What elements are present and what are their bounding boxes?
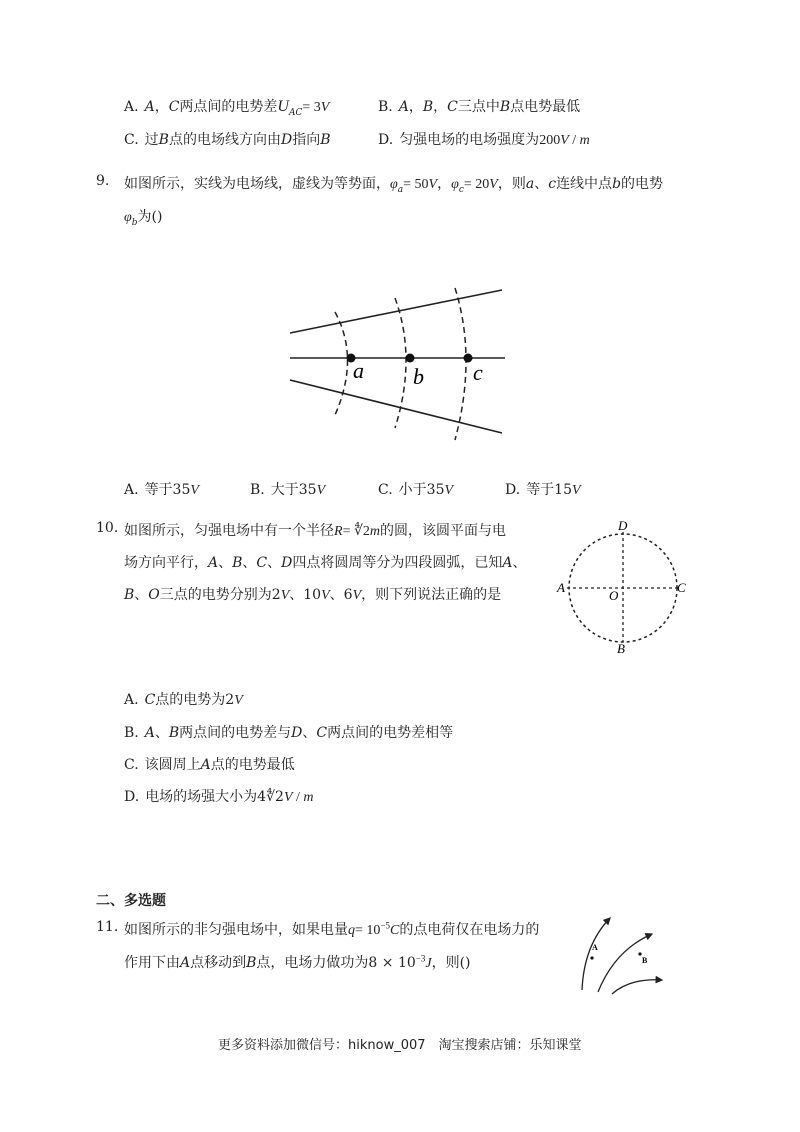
q10-stem-line3: B、O三点的电势分别为2V、10V、6V，则下列说法正确的是: [124, 587, 502, 603]
label-B: B: [617, 641, 625, 656]
point-b: [406, 354, 415, 363]
q10-stem-line2: 场方向平行，A、B、C、D四点将圆周等分为四段圆弧，已知A、: [124, 555, 527, 571]
q10-option-d: D. 电场的场强大小为4∜2V / m: [124, 789, 314, 805]
q10-option-b: B. A、B两点间的电势差与D、C两点间的电势差相等: [124, 725, 454, 741]
field-line-bottom: [290, 380, 502, 433]
q8-option-a: A. A，C两点间的电势差$U_{AC}= 3V$: [124, 98, 330, 118]
equipotential-c: [455, 288, 466, 440]
label-A: A: [592, 943, 598, 952]
q10-number: 10.: [96, 520, 119, 536]
footer-text: 更多资料添加微信号：hiknow_007 淘宝搜索店铺：乐知课堂: [218, 1038, 582, 1053]
q9-field-figure: [285, 280, 510, 445]
field-line-1: [582, 918, 610, 990]
label-B: B: [642, 956, 648, 965]
equipotential-a: [335, 312, 348, 415]
field-line-3: [612, 980, 662, 994]
label-b: b: [413, 364, 424, 389]
q8-option-d: D. 匀强电场的电场强度为200V / m: [378, 132, 590, 148]
point-A: [590, 956, 593, 959]
q11-stem-line2: 作用下由A点移动到B点，电场力做功为$8 \times 10^{-3}J$，则(): [124, 953, 471, 971]
q9-option-d: D. 等于15V: [505, 482, 581, 498]
q9-option-a: A. 等于35V: [124, 482, 199, 498]
q8-option-b: B. A，B，C三点中B点电势最低: [378, 99, 581, 115]
q9-option-b: B. 大于35V: [250, 482, 326, 498]
section-heading-multiple-choice: 二、多选题: [96, 893, 166, 909]
field-line-top: [290, 290, 502, 333]
label-D: D: [618, 518, 628, 533]
q11-number: 11.: [96, 919, 119, 935]
q10-circle-figure: [553, 518, 693, 656]
q11-stem-line1: 如图所示的非匀强电场中，如果电量$q= 10^{-5}C$的点电荷仅在电场力的: [124, 920, 540, 938]
point-c: [464, 354, 473, 363]
label-C: C: [677, 580, 686, 595]
label-c: c: [473, 360, 483, 385]
label-a: a: [353, 358, 364, 383]
q9-stem-line2: $\varphi_b$为(): [124, 209, 163, 228]
q10-option-c: C. 该圆周上A点的电势最低: [124, 757, 295, 773]
q9-option-c: C. 小于35V: [378, 482, 454, 498]
label-O: O: [609, 588, 619, 603]
q9-stem-line1: 如图所示，实线为电场线，虚线为等势面，$\varphi_a= 50V$，$\varphi_c= 20V$，则a、c连线中点b的电势: [124, 176, 664, 195]
q8-option-c: C. 过B点的电场线方向由D指向B: [124, 132, 331, 148]
q10-option-a: A. C点的电势为2V: [124, 692, 243, 708]
q9-number: 9.: [96, 173, 110, 189]
q10-stem-line1: 如图所示，匀强电场中有一个半径R= ∜2m的圆，该圆平面与电: [124, 523, 507, 539]
label-A: A: [557, 580, 565, 595]
q11-field-figure: [570, 910, 675, 995]
